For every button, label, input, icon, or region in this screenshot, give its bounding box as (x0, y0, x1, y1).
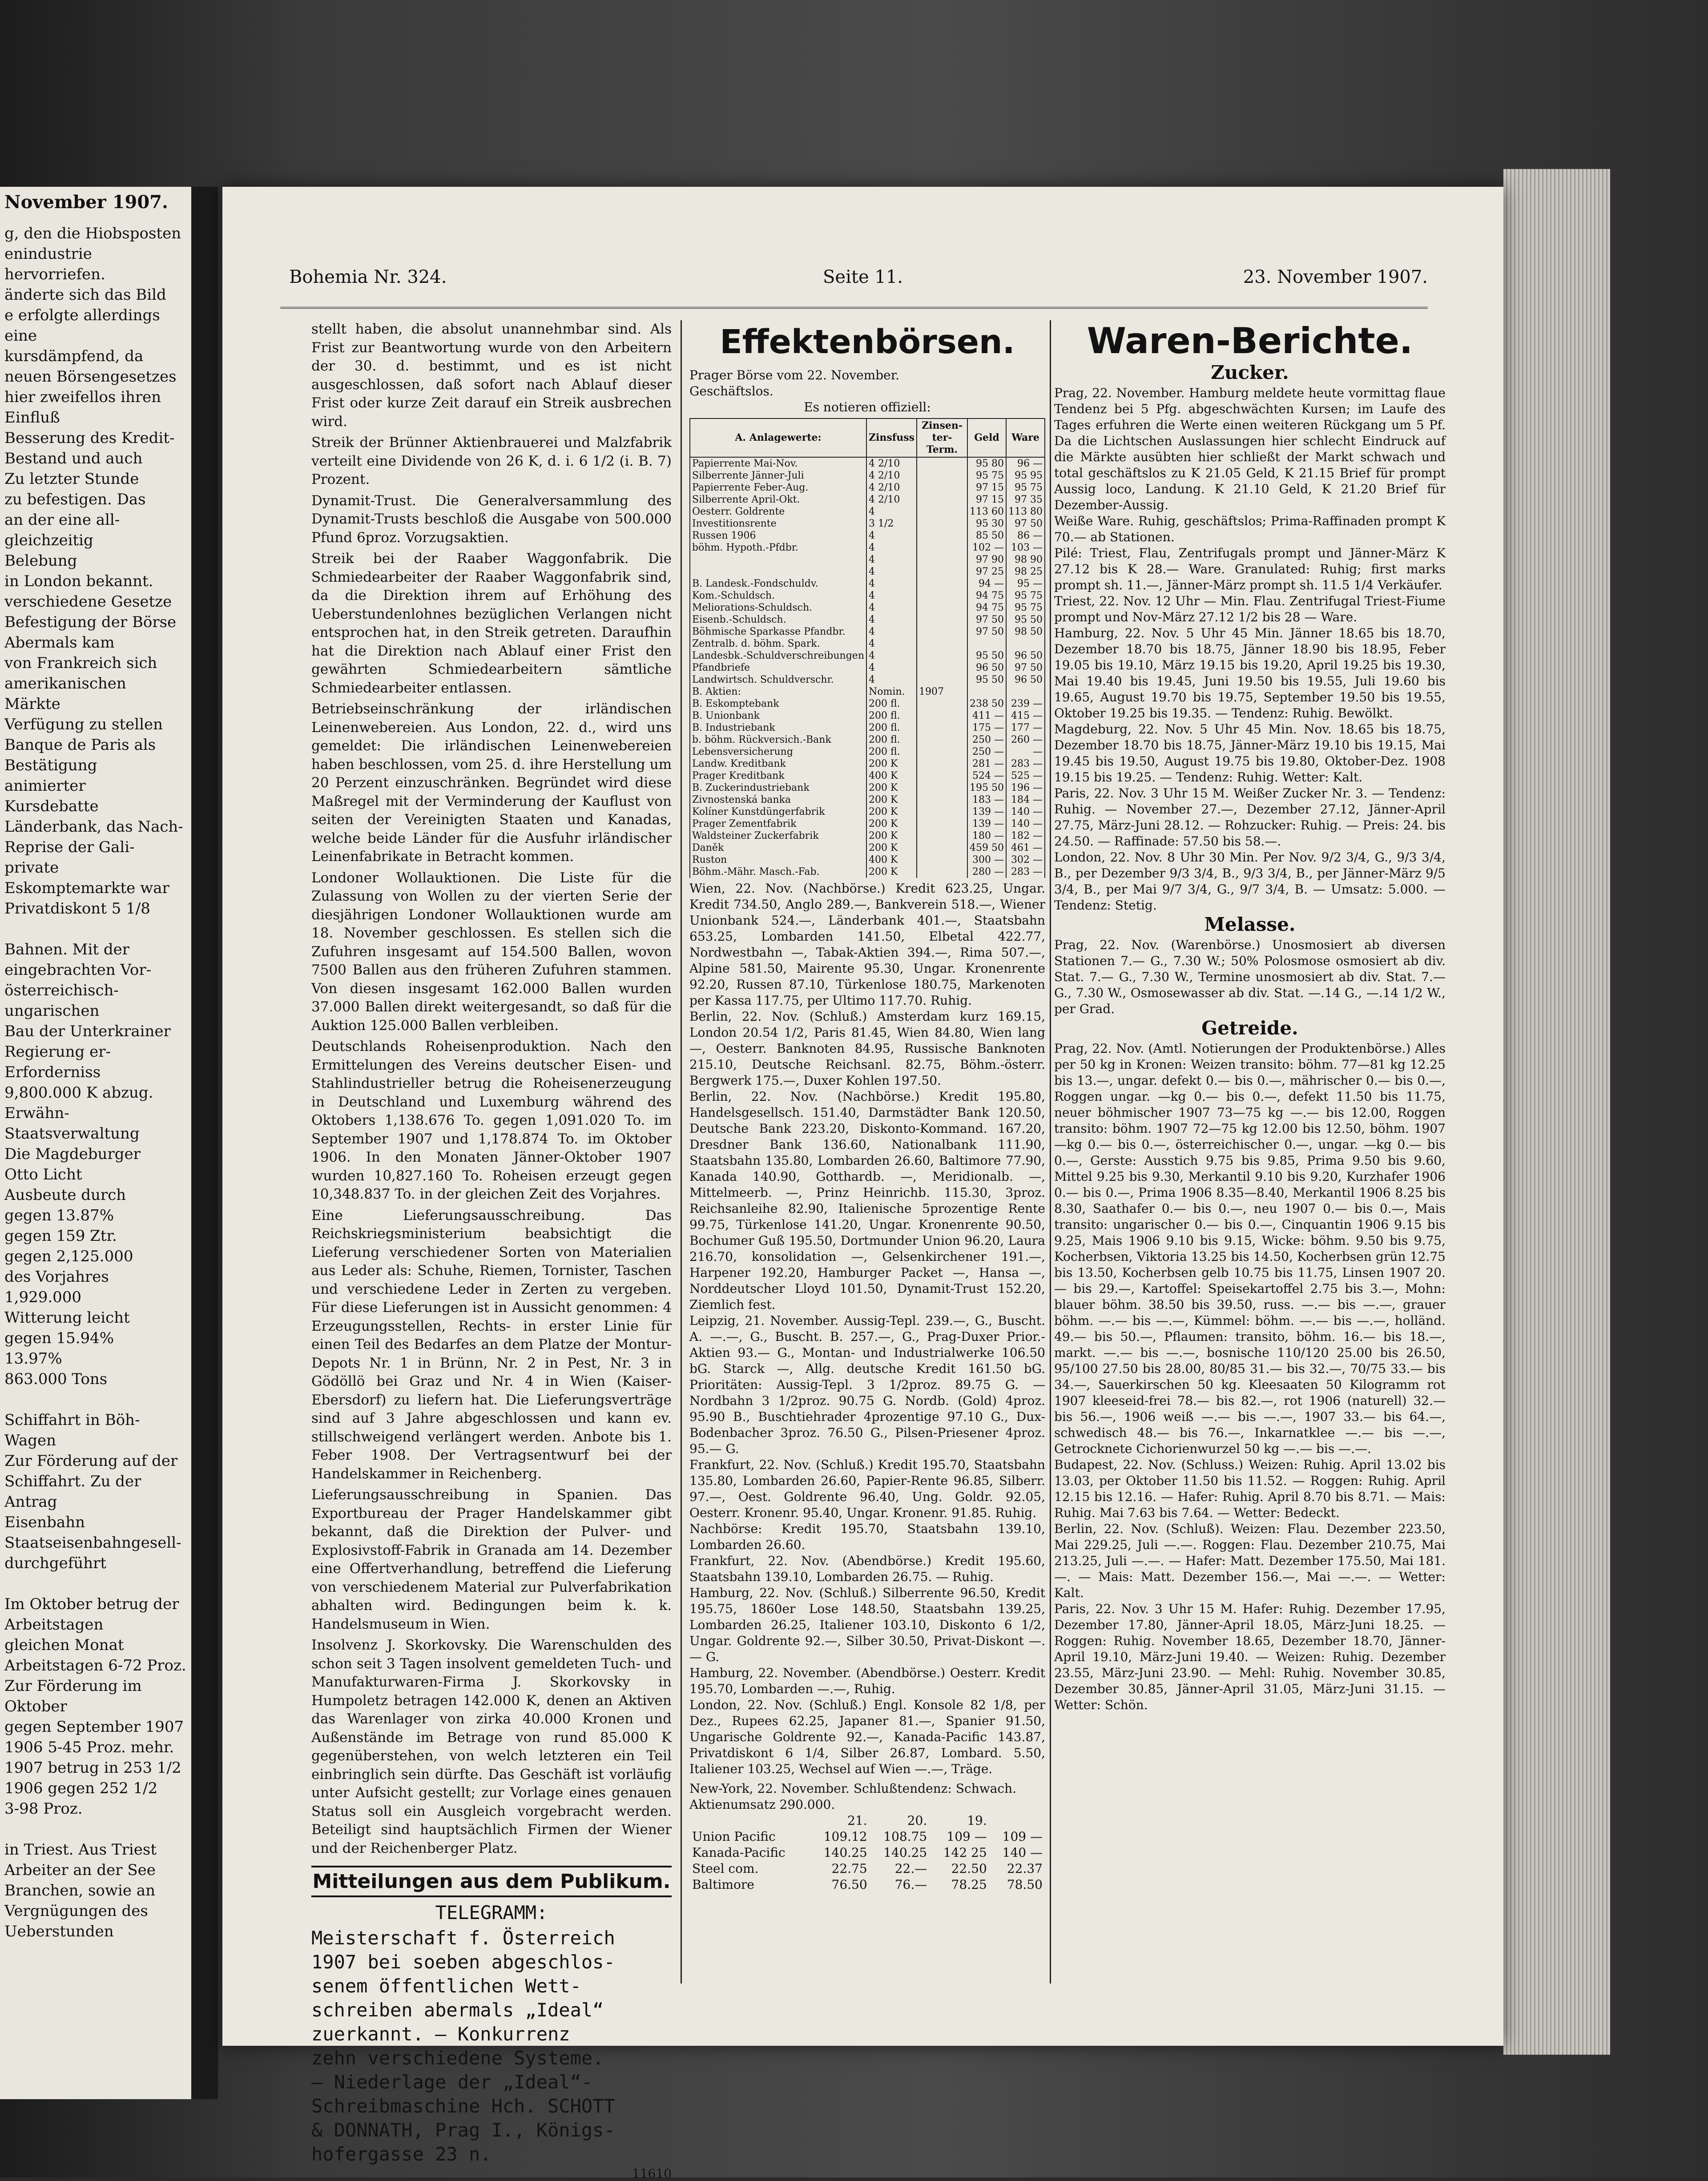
column-separator (1050, 320, 1051, 1984)
table-cell: Landwirtsch. Schuldverschr. (690, 674, 866, 686)
table-row (690, 710, 1045, 722)
article-paragraph: Insolvenz J. Skorkovsky. Die Warenschulden des schon seit 3 Tagen insolvent gemeldeten Tuch- und Manufakturwaren-Firma J. Skorkovsky in Humpoletz betragen 142.000 K, denen an Aktiven das Warenlager von zirka 40.000 Kronen und Außenstände im Betrage von rund 85.000 K gegenüberstehen, von welch letzteren ein Teil einbringlich sein dürfte. Das Geschäft ist vorläufig unter Aufsicht gestellt; zur Vorlage eines genauen Status soll ein Ausgleich vorgebracht werden. Beteiligt sind hauptsächlich Firmen der Wiener und der Reichenberger Platz. (311, 1637, 676, 1856)
table-cell (917, 614, 967, 626)
table-cell: 177 — (1006, 722, 1045, 734)
table-cell: 4 (866, 638, 917, 650)
table-cell (917, 770, 967, 782)
table-cell: 200 K (866, 842, 917, 854)
table-cell: 97 50 (1006, 518, 1045, 530)
table-row (690, 842, 1045, 854)
table-cell: 85 50 (967, 530, 1006, 542)
exchange-intro: Prager Börse vom 22. November. Geschäftslos. (689, 368, 899, 398)
table-row (690, 482, 1045, 494)
table-row (690, 578, 1045, 590)
table-cell (917, 662, 967, 674)
table-cell: Prager Zementfabrik (690, 818, 866, 830)
table-row (689, 1877, 1045, 1893)
table-cell: Prager Kreditbank (690, 770, 866, 782)
table-cell: 98 25 (1006, 566, 1045, 578)
table-cell (917, 734, 967, 746)
table-cell: 4 (866, 674, 917, 686)
table-column-header: Geld (967, 418, 1006, 457)
table-cell: 302 — (1006, 854, 1045, 866)
table-cell: B. Landesk.-Fondschuldv. (690, 578, 866, 590)
table-cell: Landw. Kreditbank (690, 758, 866, 770)
table-cell (917, 722, 967, 734)
table-column-header: Ware (1006, 418, 1045, 457)
table-cell: 140 — (1006, 806, 1045, 818)
table-cell: 4 (866, 554, 917, 566)
table-cell: 239 — (1006, 698, 1045, 710)
table-cell: 95 50 (1006, 614, 1045, 626)
table-cell: 97 15 (967, 494, 1006, 506)
table-cell: Papierrente Mai-Nov. (690, 457, 866, 470)
column-separator (681, 320, 682, 1984)
table-row (689, 1861, 1045, 1877)
table-cell: B. Zuckerindustriebank (690, 782, 866, 794)
table-cell (1006, 686, 1045, 698)
table-cell: Silberrente April-Okt. (690, 494, 866, 506)
article-paragraph: Lieferungsausschreibung in Spanien. Das Exportbureau der Prager Handelskammer gibt bekannt, daß die Direktion der Pulver- und Explosivstoff-Fabrik in Granada am 14. Dezember eine Offertverhandlung, betreffend die Lieferung von verschiedenem Material zur Pulverfabrikation abhalten wird. Bedingungen beim k. k. Handelsmuseum in Wien. (311, 1487, 676, 1632)
table-cell: 22.75 (831, 1861, 867, 1876)
table-cell: 200 fl. (866, 710, 917, 722)
article-paragraph: Streik bei der Raaber Waggonfabrik. Die Schmiedearbeiter der Raaber Waggonfabrik sind, da die Direktion ihrem auf Erhöhung des Ueberstundenlohnes bezüglichen Verlangen nicht entsprochen hat, in den Streik getreten. Daraufhin hat die Direktion nach Ablauf einer Frist den gewährten Schmiedearbeitern sämtliche Schmiedearbeiter entlassen. (311, 551, 676, 696)
newspaper-page (222, 187, 1503, 2181)
left-page-text: g, den die Hiobsposten enindustrie hervorriefen. änderte sich das Bild e erfolgte allerdings eine kursdämpfend, da neuen Börsengesetzes hier zweifellos ihren Einfluß Besserung des Kredit- Bestand und auch Zu letzter Stunde zu befestigen. Das an der eine all- gleichzeitig Belebung in London bekannt. verschiedene Gesetze Befestigung der Börse Abermals kam von Frankreich sich amerikanischen Märkte Verfügung zu stellen Banque de Paris als Bestätigung animierter Kursdebatte Länderbank, das Nach- Reprise der Gali- private Eskomptemarkte war Privatdiskont 5 1/8 Bahnen. Mit der eingebrachten Vor- österreichisch-ungarischen Bau der Unterkrainer Regierung er- Erforderniss 9,800.000 K abzug. Erwähn- Staatsverwaltung Die Magdeburger Otto Licht Ausbeute durch gegen 13.87% gegen 159 Ztr. gegen 2,125.000 des Vorjahres 1,929.000 Witterung leicht gegen 15.94% 13.97% 863.000 Tons Schiffahrt in Böh- Wagen Zur Förderung auf der Schiffahrt. Zu der Antrag Eisenbahn Staatseisenbahngesell- durchgeführt Im Oktober betrug der Arbeitstagen gleichen Monat Arbeitstagen 6-72 Proz. Zur Förderung im Oktober gegen September 1907 1906 5-45 Proz. mehr. 1907 betrug in 253 1/2 1906 gegen 252 1/2 3-98 Proz. in Triest. Aus Triest Arbeiter an der See Branchen, sowie an Vergnügungen des Ueberstunden (4, 225, 186, 1940)
table-cell: 281 — (967, 758, 1006, 770)
table-row (690, 518, 1045, 530)
prague-quotes-table (689, 418, 1045, 878)
table-cell: 22.50 (951, 1861, 987, 1876)
newyork-intro: New-York, 22. November. Schlußtendenz: Schwach. Aktienumsatz 290.000. (689, 1781, 1017, 1812)
table-cell: 4 (866, 650, 917, 662)
table-cell: 4 2/10 (866, 457, 917, 470)
table-cell: Waldsteiner Zuckerfabrik (690, 830, 866, 842)
table-cell: 200 K (866, 830, 917, 842)
table-cell: 4 (866, 542, 917, 554)
table-row (690, 770, 1045, 782)
table-row (690, 734, 1045, 746)
table-cell (917, 746, 967, 758)
table-cell (690, 554, 866, 566)
article-paragraph: Londoner Wollauktionen. Die Liste für die Zulassung von Wollen zu der vierten Serie der diesjährigen Londoner Wollauktionen wurde am 18. November geschlossen. Es stellen sich die Zufuhren insgesamt auf 154.500 Ballen, wovon 7500 Ballen aus den früheren Zufuhren stammen. Von diesen insgesamt 162.000 Ballen wurden 37.000 Ballen direkt weitergesandt, so daß für die Auktion 125.000 Ballen verbleiben. (311, 869, 676, 1034)
table-cell: 411 — (967, 710, 1006, 722)
table-cell (917, 530, 967, 542)
table-cell (917, 638, 967, 650)
table-cell: 113 60 (967, 506, 1006, 518)
table-cell: 95 75 (967, 470, 1006, 482)
table-cell: 97 35 (1006, 494, 1045, 506)
table-cell (1006, 638, 1045, 650)
table-cell: 139 — (967, 806, 1006, 818)
table-row (690, 662, 1045, 674)
table-cell: B. Eskomptebank (690, 698, 866, 710)
paper-name: Bohemia Nr. 324. (289, 267, 447, 287)
page-number: Seite 11. (823, 267, 903, 287)
subsection-title-grain: Getreide. (1201, 1017, 1298, 1039)
grain-report: Prag, 22. Nov. (Amtl. Notierungen der Produktenbörse.) Alles per 50 kg in Kronen: Weizen transito: böhm. 77—81 kg 12.25 bis 13.—, ungar. defekt 0.— bis 0.—, mährischer 0.— bis 0.—, Roggen ungar. —kg 0.— bis 0.—, defekt 11.50 bis 11.75, neuer böhmischer 1907 73—75 kg —.— bis 12.00, Roggen transito: böhm. 1907 72—75 kg 12.00 bis 12.50, böhm. 1907 —kg 0.— bis 0.—, österreichischer 0.—, ungar. —kg 0.— bis 0.—, Gerste: Ausstich 9.75 bis 9.85, Prima 9.50 bis 9.60, Mittel 9.25 bis 9.30, Merkantil 9.10 bis 9.20, Kurzhafer 1906 0.— bis 0.—, Prima 1906 8.35—8.40, Merkantil 1906 8.25 bis 8.30, Saathafer 0.— bis 0.—, neu 1907 0.— bis 0.—, Mais transito: ungarischer 0.— bis 0.—, Cinquantin 1906 9.15 bis 9.25, Mais 1906 9.10 bis 9.15, Wicke: böhm. 9.50 bis 9.75, Kocherbsen, Viktoria 13.25 bis 14.50, Kocherbsen grün 12.75 bis 13.50, Kocherbsen gelb 10.75 bis 11.75, Linsen 1907 20.— bis 29.—, Kartoffel: Speisekartoffel 2.75 bis 3.—, Mohn: blauer böhm. 38.50 bis 39.50, russ. —.— bis —.—, grauer böhm. —.— bis —.—, Kümmel: böhm. —.— bis —.—, holländ. 49.— bis 50.—, Pflaumen: transito, böhm. 16.— bis 18.—, markt. —.— bis —.—, bosnische 110/120 25.00 bis 26.50, 95/100 27.50 bis 28.00, 80/85 31.— bis 32.—, 70/75 33.— bis 34.—, Sauerkirschen 50 kg. Kleesaaten 50 Kilogramm rot 1907 kleeseid-frei 78.— bis 82.—, rot 1906 (naturell) 32.— bis 56.—, 1906 weiß —.— bis —.—, 1907 33.— bis 64.—, schwedisch 48.— bis 76.—, Inkarnatklee —.— bis —.—, Getrocknete Cichorienwurzel 50 kg —.— bis —.—. Budapest, 22. Nov. (Schluss.) Weizen: Ruhig. April 13.02 bis 13.03, per Oktober 11.50 bis 11.52. — Roggen: Ruhig. April 12.15 bis 12.16. — Hafer: Ruhig. April 8.70 bis 8.71. — Mais: Ruhig. Mai 7.63 bis 7.64. — Wetter: Bedeckt. Berlin, 22. Nov. (Schluß). Weizen: Flau. Dezember 223.50, Mai 229.25, Juli —.—. Roggen: Flau. Dezember 210.75, Mai 213.25, Juli —.—. — Hafer: Matt. Dezember 175.50, Mai 181.—. — Mais: Matt. Dezember 156.—, Mai —.—. — Wetter: Kalt. Paris, 22. Nov. 3 Uhr 15 M. Hafer: Ruhig. Dezember 17.95, Dezember 17.80, Jänner-April 18.05, März-Juni 18.25. — Roggen: Ruhig. November 18.65, Dezember 18.70, Jänner-April 19.10, März-Juni 19.40. — Weizen: Ruhig. Dezember 23.55, März-Juni 23.90. — Mehl: Ruhig. November 30.85, Dezember 30.85, Jänner-April 31.05, März-Juni 31.15. — Wetter: Schön. (1054, 1041, 1446, 1712)
table-cell (917, 782, 967, 794)
column-economic-news (311, 320, 676, 2181)
table-cell: 4 (866, 530, 917, 542)
table-cell: B. Industriebank (690, 722, 866, 734)
table-cell: 400 K (866, 770, 917, 782)
table-cell: 97 25 (967, 566, 1006, 578)
table-cell: 97 50 (967, 626, 1006, 638)
table-cell: 113 80 (1006, 506, 1045, 518)
table-row (690, 698, 1045, 710)
official-note: Es notieren offiziell: (804, 400, 931, 414)
table-row (690, 590, 1045, 602)
table-cell (917, 590, 967, 602)
molasses-report: Prag, 22. Nov. (Warenbörse.) Unosmosiert ab diversen Stationen 7.— G., 7.30 W.; 50% Polosmose osmosiert ab div. Stat. 7.— G., 7.30 W., Termine unosmosiert ab div. Stat. 7.— G., 7.30 W., Osmosewasser ab div. Stat. —.14 G., —.14 1/2 W., per Grad. (1054, 938, 1450, 1016)
table-cell: 102 — (967, 542, 1006, 554)
table-row (690, 566, 1045, 578)
table-row (690, 530, 1045, 542)
table-cell: 140 — (1006, 818, 1045, 830)
table-cell (917, 818, 967, 830)
table-cell: 109 — (947, 1829, 987, 1844)
table-cell: 280 — (967, 866, 1006, 878)
table-cell: B. Aktien: (690, 686, 866, 698)
table-cell (917, 854, 967, 866)
table-cell (917, 794, 967, 806)
article-paragraph: Streik der Brünner Aktienbrauerei und Malzfabrik verteilt eine Dividende von 26 K, d. i. 6 1/2 (i. B. 7) Prozent. (311, 435, 676, 487)
left-facing-page (0, 187, 191, 2099)
table-cell (917, 830, 967, 842)
table-row (690, 830, 1045, 842)
table-cell: 300 — (967, 854, 1006, 866)
table-cell: 97 15 (967, 482, 1006, 494)
table-column-header: Zinsen-ter-Term. (917, 418, 967, 457)
table-cell: 283 — (1006, 866, 1045, 878)
table-cell: 200 fl. (866, 746, 917, 758)
table-cell (917, 494, 967, 506)
telegram-ad-text: Meisterschaft f. Österreich 1907 bei soeben abgeschlos- senem öffentlichen Wett- schreiben abermals „Ideal“ zuerkannt. — Konkurrenz zehn verschiedene Systeme. — Niederlage der „Ideal“- Schreibmaschine Hch. SCHOTT & DONNATH, Prag I., Königs- hofergasse 23 n. (311, 1927, 615, 2165)
table-row (690, 626, 1045, 638)
table-row (689, 1845, 1045, 1861)
table-cell: 415 — (1006, 710, 1045, 722)
table-row (690, 794, 1045, 806)
table-cell (917, 806, 967, 818)
table-cell (917, 578, 967, 590)
table-cell: 175 — (967, 722, 1006, 734)
table-cell: Union Pacific (692, 1829, 776, 1844)
table-cell: 3 1/2 (866, 518, 917, 530)
table-cell: böhm. Hypoth.-Pfdbr. (690, 542, 866, 554)
article-paragraph: Deutschlands Roheisenproduktion. Nach den Ermittelungen des Vereins deutscher Eisen- und Stahlindustrieller betrug die Roheisenerzeugung in Deutschland und Luxemburg während des Oktobers 1,138.676 To. gegen 1,091.020 To. im September 1907 und 1,178.874 To. im Oktober 1906. In den Monaten Jänner-Oktober 1907 wurden 10,827.160 To. Roheisen erzeugt gegen 10,348.837 To. in der gleichen Zeit des Vorjahres. (311, 1038, 676, 1202)
table-row (690, 722, 1045, 734)
table-cell: 200 K (866, 782, 917, 794)
table-cell: Eisenb.-Schuldsch. (690, 614, 866, 626)
table-cell: Nomin. (866, 686, 917, 698)
table-cell: 200 fl. (866, 734, 917, 746)
table-cell: 140.25 (823, 1845, 867, 1860)
sugar-report: Prag, 22. November. Hamburg meldete heute vormittag flaue Tendenz bei 5 Pfg. abgeschwächten Kursen; im Laufe des Tages erfuhren die Werte einen weiteren Rückgang um 5 Pf. Da die Lichtschen Auslassungen hier schlecht Eindruck auf die Märkte ausübten hier schließt der Markt schwach und total geschäftslos zu K 21.05 Geld, K 21.15 Brief für prompt Aussig loco, Landung. K 21.10 Geld, K 21.20 Brief für Dezember-Aussig. Weiße Ware. Ruhig, geschäftslos; Prima-Raffinaden prompt K 70.— ab Stationen. Pilé: Triest, Flau, Zentrifugals prompt und Jänner-März K 27.12 bis K 28.— Ware. Granulated: Ruhig; first marks prompt sh. 11.—, Jänner-März prompt sh. 11.5 1/4 Verkäufer. Triest, 22. Nov. 12 Uhr — Min. Flau. Zentrifugal Triest-Fiume prompt und Nov-März 27.12 1/2 bis 28 — Ware. Hamburg, 22. Nov. 5 Uhr 45 Min. Jänner 18.65 bis 18.70, Dezember 18.70 bis 18.75, Jänner 18.90 bis 18.95, Feber 19.05 bis 19.10, März 19.15 bis 19.20, April 19.25 bis 19.30, Mai 19.40 bis 19.45, Juni 19.50 bis 19.55, Juli 19.60 bis 19.65, August 19.70 bis 19.75, September 19.50 bis 19.55, Oktober 19.25 bis 19.35. — Tendenz: Ruhig. Bewölkt. Magdeburg, 22. Nov. 5 Uhr 45 Min. Nov. 18.65 bis 18.75, Dezember 18.70 bis 18.75, Jänner-März 19.10 bis 19.15, Mai 19.45 bis 19.50, August 19.75 bis 19.80, Oktober-Dez. 1908 19.15 bis 19.25. — Tendenz: Ruhig. Wetter: Kalt. Paris, 22. Nov. 3 Uhr 15 M. Weißer Zucker Nr. 3. — Tendenz: Ruhig. — November 27.—, Dezember 27.12, Jänner-April 27.75, März-Juni 28.12. — Rohzucker: Ruhig. — Preis: 24. bis 24.50. — Raffinade: 57.50 bis 58.—. London, 22. Nov. 8 Uhr 30 Min. Per Nov. 9/2 3/4, G., 9/3 3/4, B., per Dezember 9/3 3/4, B., 9/3 3/4, B., per Jänner-März 9/5 3/4, B., per Mai 9/7 3/4, G., 9/7 3/4, B. — Umsatz: 5.000. — Tendenz: Stetig. (1054, 386, 1446, 913)
table-cell: 250 — (967, 734, 1006, 746)
table-cell: Kom.-Schuldsch. (690, 590, 866, 602)
table-cell: Daněk (690, 842, 866, 854)
table-cell: 19. (967, 1813, 987, 1828)
table-cell: 459 50 (967, 842, 1006, 854)
table-cell: 260 — (1006, 734, 1045, 746)
table-row (690, 758, 1045, 770)
table-cell (917, 542, 967, 554)
table-cell (917, 554, 967, 566)
table-cell: 200 K (866, 818, 917, 830)
section-title: Effektenbörsen. (720, 323, 1015, 361)
table-row (690, 602, 1045, 614)
table-row (690, 638, 1045, 650)
subsection-title-molasses: Melasse. (1204, 913, 1296, 935)
issue-date: 23. November 1907. (1243, 267, 1428, 287)
table-cell: Ruston (690, 854, 866, 866)
table-cell: 4 (866, 590, 917, 602)
table-cell: 200 fl. (866, 722, 917, 734)
table-cell: Böhm.-Mähr. Masch.-Fab. (690, 866, 866, 878)
table-row (690, 542, 1045, 554)
table-cell: Kolíner Kunstdüngerfabrik (690, 806, 866, 818)
table-cell: 4 2/10 (866, 470, 917, 482)
table-cell (967, 686, 1006, 698)
table-cell (917, 506, 967, 518)
article-paragraph: stellt haben, die absolut unannehmbar sind. Als Frist zur Beantwortung wurde von den Arbeitern der 30. d. bestimmt, und es ist nicht ausgeschlossen, daß sofort nach Ablauf dieser Frist oder kurze Zeit darauf ein Streik ausbrechen wird. (311, 321, 676, 430)
table-row (690, 866, 1045, 878)
article-paragraph: Eine Lieferungsausschreibung. Das Reichskriegsministerium beabsichtigt die Lieferung verschiedener Sorten von Materialien aus Leder als: Schuhe, Riemen, Tornister, Taschen und verschiedene Leder in Zerten zu vergeben. Für diese Lieferungen ist in Aussicht genommen: 4 Erzeugungsstellen, Rechts- in erster Linie für einen Teil des Bedarfes an dem Platze der Montur-Depots Nr. 1 in Brünn, Nr. 2 in Pest, Nr. 3 in Gödöllö bei Graz und Nr. 4 in Wien (Kaiser-Ebersdorf) zu liefern hat. Die Lieferungsverträge sind auf 3 Jahre abgeschlossen und kann ev. stillschweigend verlängert werden. Anbote bis 1. Feber 1908. Der Vertragsentwurf bei der Handelskammer in Reichenberg. (311, 1207, 676, 1482)
table-cell: 96 — (1006, 457, 1045, 470)
table-row (690, 686, 1045, 698)
table-row (690, 506, 1045, 518)
table-row (690, 494, 1045, 506)
article-paragraph: Betriebseinschränkung der irländischen Leinenwebereien. Aus London, 22. d., wird uns gemeldet: Die irländischen Leinenwebereien haben beschlossen, vom 25. d. ihre Herstellung um 20 Perzent einzuschränken. Begründet wird diese Maßregel mit der Verminderung der Kauflust von seiten der Vereinigten Staaten und Kanadas, welche beide Länder für die Ausfuhr irländischer Leinenfabrikate in Betracht kommen. (311, 701, 676, 865)
table-cell: 95 75 (1006, 602, 1045, 614)
table-cell: 86 — (1006, 530, 1045, 542)
table-cell: 140 — (1002, 1845, 1043, 1860)
table-cell: Lebensversicherung (690, 746, 866, 758)
table-cell: 95 30 (967, 518, 1006, 530)
table-cell: 97 90 (967, 554, 1006, 566)
subsection-title-sugar: Zucker. (1211, 362, 1289, 383)
table-row (690, 854, 1045, 866)
table-cell: 238 50 (967, 698, 1006, 710)
table-cell: Investitionsrente (690, 518, 866, 530)
table-cell: 95 75 (1006, 590, 1045, 602)
table-cell: Böhmische Sparkasse Pfandbr. (690, 626, 866, 638)
table-cell (917, 842, 967, 854)
table-cell: 183 — (967, 794, 1006, 806)
table-cell: 98 90 (1006, 554, 1045, 566)
table-cell: 196 — (1006, 782, 1045, 794)
header-rule (280, 307, 1428, 309)
table-cell: 94 — (967, 578, 1006, 590)
table-cell (690, 566, 866, 578)
table-cell: 4 (866, 578, 917, 590)
table-cell (917, 674, 967, 686)
table-cell: 76.— (894, 1877, 927, 1892)
table-cell: 96 50 (1006, 674, 1045, 686)
table-cell (917, 710, 967, 722)
table-cell: 96 50 (967, 662, 1006, 674)
table-cell: 525 — (1006, 770, 1045, 782)
table-row (690, 650, 1045, 662)
table-cell: 78.50 (1007, 1877, 1043, 1892)
table-cell (917, 470, 967, 482)
table-cell: 200 K (866, 794, 917, 806)
table-cell: 22.37 (1007, 1861, 1043, 1876)
table-cell: 182 — (1006, 830, 1045, 842)
table-cell: 524 — (967, 770, 1006, 782)
section-title: Waren-Berichte. (1087, 320, 1413, 362)
table-cell: 95 80 (967, 457, 1006, 470)
table-row (690, 554, 1045, 566)
table-cell (917, 650, 967, 662)
table-cell: 76.50 (831, 1877, 867, 1892)
table-row (690, 782, 1045, 794)
table-cell: Russen 1906 (690, 530, 866, 542)
table-cell: 94 75 (967, 602, 1006, 614)
table-cell: 4 (866, 506, 917, 518)
table-row (690, 470, 1045, 482)
table-cell (917, 482, 967, 494)
table-cell: 142 25 (943, 1845, 987, 1860)
table-row (689, 1829, 1045, 1845)
table-column-header: Zinsfuss (866, 418, 917, 457)
table-cell (917, 626, 967, 638)
table-cell (917, 457, 967, 470)
table-cell: 184 — (1006, 794, 1045, 806)
table-cell: 4 2/10 (866, 482, 917, 494)
table-cell: Papierrente Feber-Aug. (690, 482, 866, 494)
table-cell: 4 (866, 626, 917, 638)
table-cell: 140.25 (883, 1845, 927, 1860)
table-cell: 109.12 (823, 1829, 867, 1844)
table-cell: 400 K (866, 854, 917, 866)
newyork-table (689, 1813, 1045, 1893)
table-cell: Meliorations-Schuldsch. (690, 602, 866, 614)
table-cell: Steel com. (692, 1861, 759, 1876)
ad-number: 11610 (632, 2166, 672, 2181)
table-cell: Oesterr. Goldrente (690, 506, 866, 518)
table-cell: 21. (847, 1813, 867, 1828)
table-row (690, 818, 1045, 830)
table-cell: 4 2/10 (866, 494, 917, 506)
table-cell (967, 638, 1006, 650)
table-cell: 1907 (917, 686, 967, 698)
table-cell: 4 (866, 602, 917, 614)
column-stock-exchanges (689, 320, 1045, 1992)
left-page-header: November 1907. (4, 192, 168, 213)
table-cell: 200 K (866, 758, 917, 770)
table-row (690, 614, 1045, 626)
table-cell: B. Unionbank (690, 710, 866, 722)
table-row (690, 674, 1045, 686)
table-cell: 97 50 (1006, 662, 1045, 674)
table-cell (917, 758, 967, 770)
table-cell: 200 K (866, 806, 917, 818)
table-cell: 97 50 (967, 614, 1006, 626)
table-cell: 98 50 (1006, 626, 1045, 638)
table-column-header: A. Anlagewerte: (690, 418, 866, 457)
table-cell (917, 518, 967, 530)
article-paragraph: Dynamit-Trust. Die Generalversammlung des Dynamit-Trusts beschloß die Ausgabe von 500.000 Pfund 6proz. Vorzugsaktien. (311, 492, 676, 546)
table-cell: Zentralb. d. böhm. Spark. (690, 638, 866, 650)
telegram-heading: TELEGRAMM: (435, 1902, 548, 1923)
table-cell: 95 50 (967, 674, 1006, 686)
page-header (289, 267, 1428, 302)
table-cell: 461 — (1006, 842, 1045, 854)
table-cell: Zivnostenská banka (690, 794, 866, 806)
table-cell: 108.75 (883, 1829, 927, 1844)
table-row (689, 1813, 1045, 1829)
table-cell (917, 698, 967, 710)
table-cell: 195 50 (967, 782, 1006, 794)
book-gutter (191, 187, 218, 2099)
table-cell: Pfandbriefe (690, 662, 866, 674)
table-cell: Baltimore (692, 1877, 754, 1892)
table-cell (689, 1813, 810, 1829)
table-cell: 200 fl. (866, 698, 917, 710)
table-row (690, 806, 1045, 818)
table-cell: 78.25 (951, 1877, 987, 1892)
table-cell: 180 — (967, 830, 1006, 842)
table-row (690, 746, 1045, 758)
column-commodity-reports (1054, 320, 1450, 1992)
table-cell: 95 95 (1006, 470, 1045, 482)
table-cell (917, 602, 967, 614)
table-row (690, 457, 1045, 470)
table-cell: 4 (866, 662, 917, 674)
table-cell: 250 — (967, 746, 1006, 758)
table-cell: 20. (907, 1813, 927, 1828)
table-cell: 103 — (1006, 542, 1045, 554)
table-cell: Landesbk.-Schuldverschreibungen (690, 650, 866, 662)
table-cell: 109 — (1002, 1829, 1043, 1844)
table-cell: 283 — (1006, 758, 1045, 770)
table-cell: 95 — (1006, 578, 1045, 590)
table-cell (917, 566, 967, 578)
table-cell: 94 75 (967, 590, 1006, 602)
table-cell: 95 50 (967, 650, 1006, 662)
table-cell: 4 (866, 614, 917, 626)
table-cell: 22.— (894, 1861, 927, 1876)
exchange-reports: Wien, 22. Nov. (Nachbörse.) Kredit 623.25, Ungar. Kredit 734.50, Anglo 289.—, Bankverein 518.—, Wiener Unionbank 524.—, Länderbank 401.—, Staatsbahn 653.25, Lombarden 141.50, Elbetal 422.77, Nordwestbahn —, Tabak-Aktien 394.—, Rima 507.—, Alpine 581.50, Mairente 95.30, Ungar. Kronenrente 92.20, Russen 87.10, Türkenlose 180.75, Markenoten per Kassa 117.75, per Ultimo 117.70. Ruhig. Berlin, 22. Nov. (Schluß.) Amsterdam kurz 169.15, London 20.54 1/2, Paris 81.45, Wien 84.80, Wien lang —, Oesterr. Banknoten 84.95, Russische Banknoten 215.10, Deutsche Reichsanl. 82.75, Böhm.-österr. Bergwerk 175.—, Duxer Kohlen 197.50. Berlin, 22. Nov. (Nachbörse.) Kredit 195.80, Handelsgesellsch. 151.40, Darmstädter Bank 120.50, Deutsche Bank 223.20, Diskonto-Kommand. 167.20, Dresdner Bank 136.60, Nationalbank 111.90, Staatsbahn 135.80, Lombarden 26.60, Baltimore 77.90, Kanada 140.90, Gotthardb. —, Meridionalb. —, Mittelmeerb. —, Prinz Heinrichb. 115.30, 3proz. Reichsanleihe 82.90, Italienische 5prozentige Rente 99.75, Türkenlose 141.20, Ungar. Kronenrente 90.50, Bochumer Guß 195.50, Dortmunder Union 96.20, Laura 216.70, konsolidation —, Gelsenkirchener 191.—, Harpener 192.20, Hamburger Packet —, Hansa —, Norddeutscher Lloyd 101.50, Dynamit-Trust 152.20, Ziemlich fest. Leipzig, 21. November. Aussig-Tepl. 239.—, G., Buscht. A. —.—, G., Buscht. B. 257.—, G., Prag-Duxer Prior.-Aktien 93.— G., Montan- und Industrialwerke 106.50 bG. Starck —, Allg. deutsche Kredit 161.50 bG. Prioritäten: Aussig-Tepl. 3 1/2proz. 89.75 G. — Nordbahn 3 1/2proz. 90.75 G. Nordb. (Gold) 4proz. 95.90 B., Buschtiehrader 4prozentige 97.10 G., Dux-Bodenbacher 3proz. 76.50 G., Pilsen-Priesener 4proz. 95.— G. Frankfurt, 22. Nov. (Schluß.) Kredit 195.70, Staatsbahn 135.80, Lombarden 26.60, Papier-Rente 96.85, Silberr. 97.—, Oest. Goldrente 96.40, Ung. Goldr. 92.05, Oesterr. Kronenr. 95.40, Ungar. Kronenr. 91.85. Ruhig. Nachbörse: Kredit 195.70, Staatsbahn 139.10, Lombarden 26.60. Frankfurt, 22. Nov. (Abendbörse.) Kredit 195.60, Staatsbahn 139.10, Lombarden 26.75. — Ruhig. Hamburg, 22. Nov. (Schluß.) Silberrente 96.50, Kredit 195.75, 1860er Lose 148.50, Staatsbahn 139.25, Lombarden 26.25, Italiener 103.10, Diskonto 6 1/2, Ungar. Goldrente 92.—, Silber 30.50, Privat-Diskont —.— G. Hamburg, 22. November. (Abendbörse.) Oesterr. Kredit 195.70, Lombarden —.—, Ruhig. London, 22. Nov. (Schluß.) Engl. Konsole 82 1/8, per Dez., Rupees 62.25, Japaner 81.—, Spanier 91.50, Ungarische Goldrente 92.—, Kanada-Pacific 143.87, Privatdiskont 6 1/4, Silber 26.87, Lombard. 5.50, Italiener 103.25, Wechsel auf Wien —.—, Träge. (689, 881, 1045, 1776)
table-cell: — (1006, 746, 1045, 758)
table-cell: 4 (866, 566, 917, 578)
notice-section-title: Mitteilungen aus dem Publikum. (311, 1866, 672, 1897)
table-cell: b. böhm. Rückversich.-Bank (690, 734, 866, 746)
table-cell: Kanada-Pacific (692, 1845, 786, 1860)
table-cell: 95 75 (1006, 482, 1045, 494)
table-cell: 139 — (967, 818, 1006, 830)
table-cell: 96 50 (1006, 650, 1045, 662)
table-cell: Silberrente Jänner-Juli (690, 470, 866, 482)
page-edges (1503, 169, 1610, 2055)
table-cell: 200 K (866, 866, 917, 878)
table-cell (917, 866, 967, 878)
